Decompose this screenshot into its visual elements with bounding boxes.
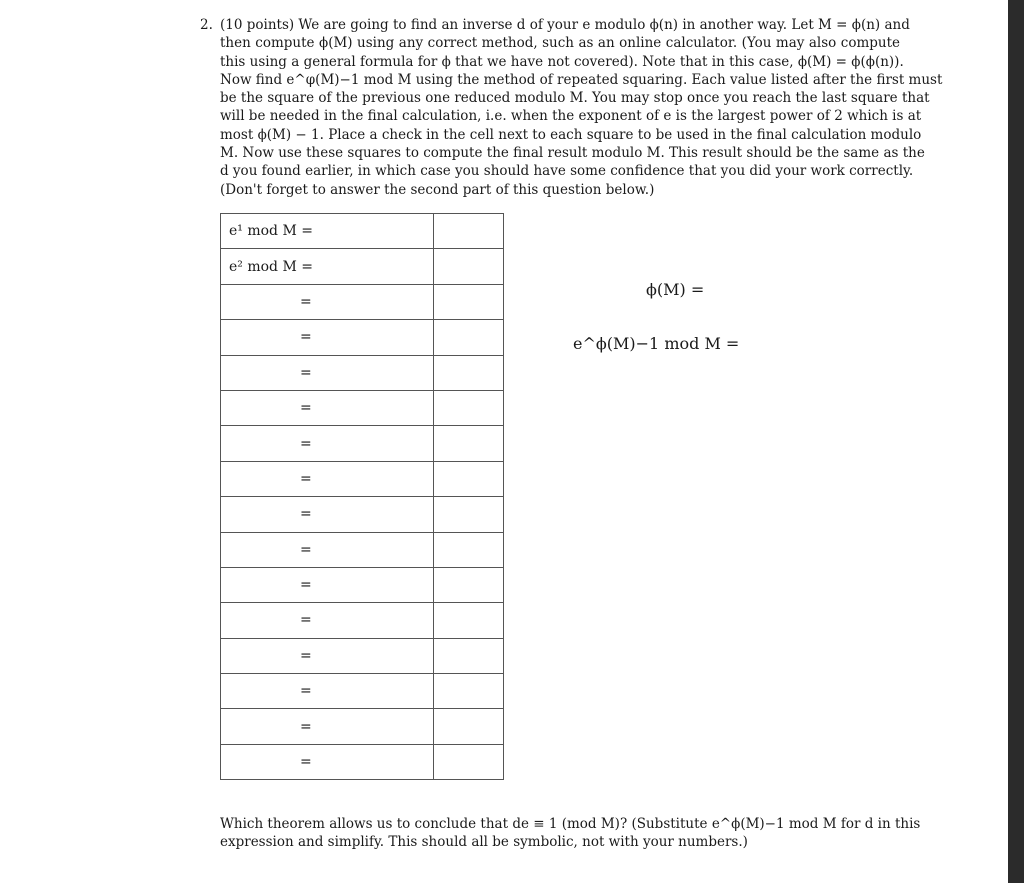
problem-line: most ϕ(M) − 1. Place a check in the cell next to each square to be used in the final calculation modulo: [220, 126, 922, 143]
problem-line: d you found earlier, in which case you should have some confidence that you did your work correctly.: [220, 163, 914, 180]
check-cell[interactable]: [434, 497, 504, 532]
right-edge-bar: [1008, 0, 1024, 883]
check-cell[interactable]: [434, 355, 504, 390]
row-label: =: [221, 567, 434, 602]
check-cell[interactable]: [434, 249, 504, 284]
table-row: [221, 426, 504, 461]
check-cell[interactable]: [434, 709, 504, 744]
row-label: =: [221, 638, 434, 673]
check-cell[interactable]: [434, 320, 504, 355]
check-cell[interactable]: [434, 284, 504, 319]
table-row: [221, 567, 504, 602]
problem-line: Now find e^φ(M)−1 mod M using the method of repeated squaring. Each value listed after the first must: [220, 71, 943, 88]
table-row: [221, 355, 504, 390]
check-cell[interactable]: [434, 603, 504, 638]
theorem-question: [220, 815, 921, 852]
row-label: =: [221, 674, 434, 709]
row-label: =: [221, 532, 434, 567]
check-cell[interactable]: [434, 744, 504, 779]
check-cell[interactable]: [434, 461, 504, 496]
table-row: [221, 709, 504, 744]
table-row: [221, 214, 504, 249]
table-row: [221, 638, 504, 673]
row-label: =: [221, 497, 434, 532]
check-cell[interactable]: [434, 674, 504, 709]
question-line: expression and simplify. This should all be symbolic, not with your numbers.): [220, 834, 748, 851]
table-row: [221, 249, 504, 284]
problem-line: (10 points) We are going to find an inverse d of your e modulo ϕ(n) in another way. Let M = ϕ(n) and: [220, 17, 910, 33]
table-row: [221, 390, 504, 425]
question-line: Which theorem allows us to conclude that de ≡ 1 (mod M)? (Substitute e^ϕ(M)−1 mod M for d in this: [220, 816, 921, 832]
squares-table: [220, 213, 504, 780]
problem-line: then compute ϕ(M) using any correct method, such as an online calculator. (You may also compute: [220, 35, 900, 52]
row-label: =: [221, 603, 434, 638]
row-label: =: [221, 320, 434, 355]
table-row: [221, 284, 504, 319]
check-cell[interactable]: [434, 390, 504, 425]
e-power-mod-label: e^ϕ(M)−1 mod M =: [573, 334, 740, 353]
table-row: [221, 603, 504, 638]
table-row: [221, 744, 504, 779]
problem-line: this using a general formula for ϕ that we have not covered). Note that in this case, ϕ(M) = ϕ(ϕ(n)).: [220, 53, 904, 70]
row-label: e² mod M =: [221, 249, 434, 284]
problem-text: [200, 16, 943, 199]
problem-line: M. Now use these squares to compute the final result modulo M. This result should be the same as the: [220, 145, 925, 162]
problem-line: will be needed in the final calculation, i.e. when the exponent of e is the largest power of 2 which is at: [220, 108, 922, 125]
row-label: =: [221, 390, 434, 425]
row-label: e¹ mod M =: [221, 214, 434, 249]
row-label: =: [221, 355, 434, 390]
check-cell[interactable]: [434, 426, 504, 461]
check-cell[interactable]: [434, 532, 504, 567]
check-cell[interactable]: [434, 567, 504, 602]
problem-line: be the square of the previous one reduced modulo M. You may stop once you reach the last square that: [220, 90, 930, 107]
table-row: [221, 320, 504, 355]
table-row: [221, 674, 504, 709]
table-row: [221, 461, 504, 496]
row-label: =: [221, 461, 434, 496]
phi-m-label: ϕ(M) =: [646, 280, 705, 299]
row-label: =: [221, 744, 434, 779]
row-label: =: [221, 426, 434, 461]
table-row: [221, 497, 504, 532]
problem-number: 2.: [200, 17, 213, 33]
table-row: [221, 532, 504, 567]
check-cell[interactable]: [434, 638, 504, 673]
check-cell[interactable]: [434, 214, 504, 249]
problem-paragraph: [220, 16, 943, 199]
row-label: =: [221, 709, 434, 744]
problem-line: (Don't forget to answer the second part of this question below.): [220, 181, 655, 198]
row-label: =: [221, 284, 434, 319]
